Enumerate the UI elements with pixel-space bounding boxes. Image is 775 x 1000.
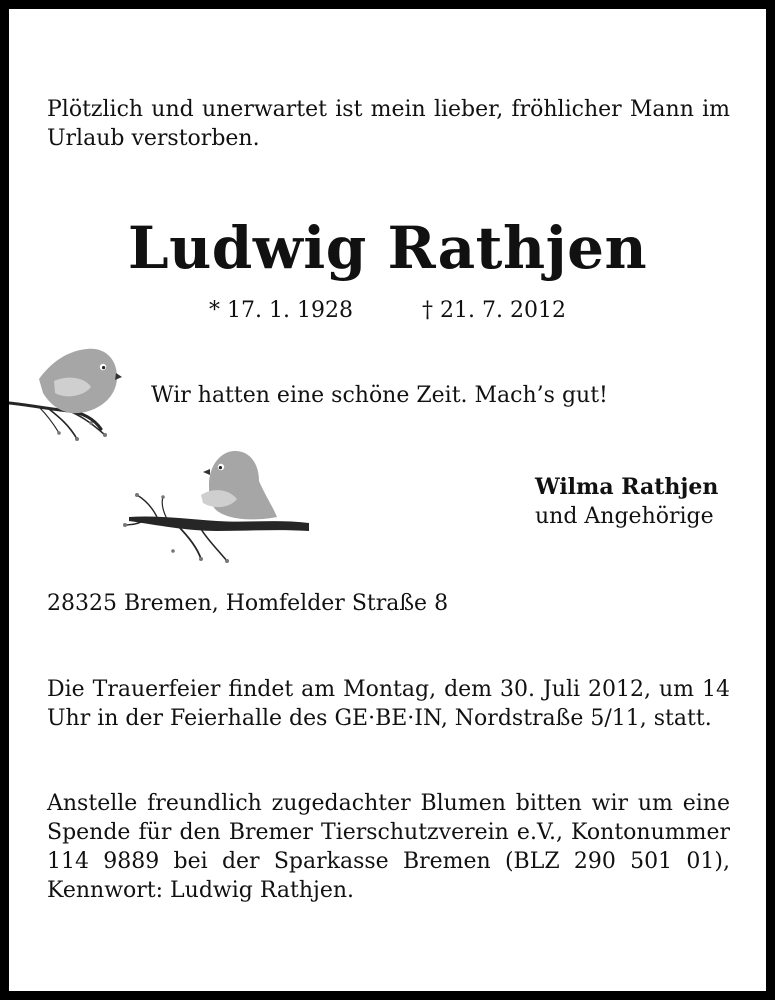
donation-request-text: Anstelle freundlich zugedachter Blumen bitten wir um eine Spende für den Bremer Tierschutzverein e.V., Kontonummer 114 9889 bei der Sparkasse Bremen (BLZ 290 501 01), Kennwort: Ludwig Rathjen. <box>47 791 730 903</box>
death-date: † 21. 7. 2012 <box>422 298 566 323</box>
signers <box>535 473 718 531</box>
bird-on-branch-icon <box>9 337 129 447</box>
birth-date: * 17. 1. 1928 <box>209 298 353 323</box>
signer-name: Wilma Rathjen <box>535 474 719 500</box>
address: 28325 Bremen, Homfelder Straße 8 <box>47 591 449 616</box>
obituary-notice <box>9 9 766 991</box>
bird-on-branch-icon <box>117 439 317 574</box>
deceased-name: Ludwig Rathjen <box>127 214 648 282</box>
intro-text: Plötzlich und unerwartet ist mein lieber, fröhlicher Mann im Urlaub verstorben. <box>47 97 730 151</box>
signer-relatives: und Angehörige <box>535 504 714 529</box>
funeral-service-text: Die Trauerfeier findet am Montag, dem 30. Juli 2012, um 14 Uhr in der Feierhalle des GE·BE·IN, Nordstraße 5/11, statt. <box>47 677 730 731</box>
life-dates <box>9 298 766 323</box>
quote-text: Wir hatten eine schöne Zeit. Mach’s gut! <box>151 383 608 408</box>
